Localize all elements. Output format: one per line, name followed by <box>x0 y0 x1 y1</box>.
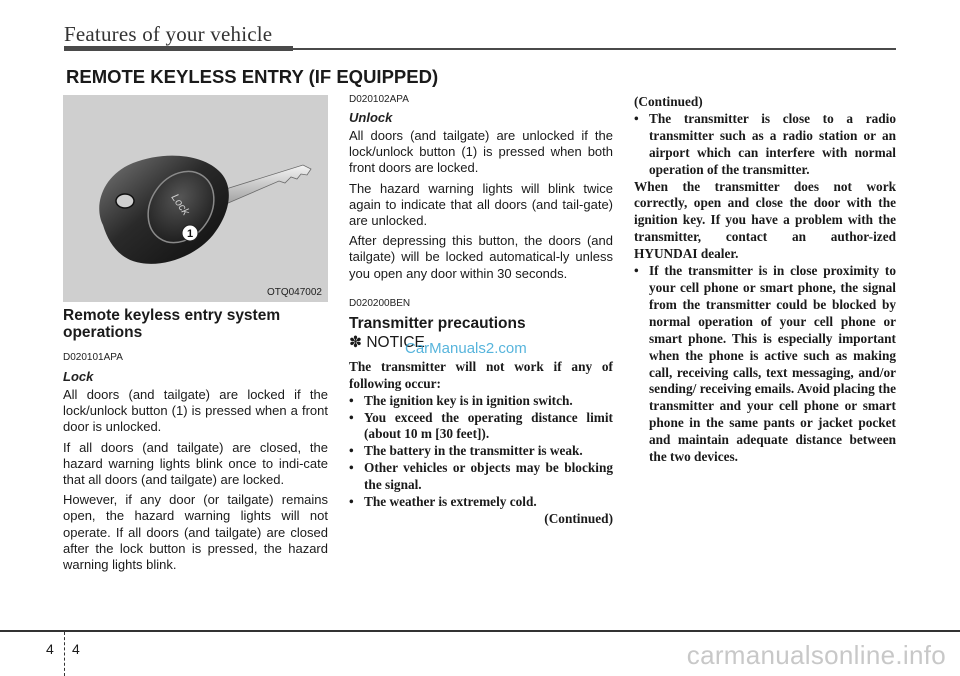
col1-paragraph-2: If all doors (and tailgate) are closed, the hazard warning lights blink once to indi-cate that all doors (and tailgate) are locked. <box>63 439 328 488</box>
col3-continued: (Continued) <box>634 94 703 109</box>
callout-number: 1 <box>186 228 194 240</box>
section-title: REMOTE KEYLESS ENTRY (IF EQUIPPED) <box>66 66 439 87</box>
page-header-title: Features of your vehicle <box>64 22 273 46</box>
col2-heading: Transmitter precautions <box>349 314 526 332</box>
col1-subheading: Lock <box>63 369 94 384</box>
notice-label: NOTICE <box>366 333 425 351</box>
header-rule-thin <box>293 48 896 50</box>
notice-intro: The transmitter will not work if any of following occur: <box>349 358 613 391</box>
column-1 <box>63 307 328 577</box>
page-number: 4 <box>72 641 80 657</box>
notice-bullet-3: • The battery in the transmitter is weak. <box>349 443 583 459</box>
col2-paragraph-1: All doors (and tailgate) are unlocked if the lock/unlock button (1) is pressed when both front doors are locked. <box>349 128 613 176</box>
notice-bullet-2: • You exceed the operating distance limit (about 10 m [30 feet]). <box>349 409 613 442</box>
col3-paragraph: When the transmitter does not work correctly, open and close the door with the ignition key. If you have a problem with the transmitter, contact an author-ized HYUNDAI dealer. <box>634 178 896 262</box>
notice-bullet-4: • Other vehicles or objects may be blocking the signal. <box>349 460 613 493</box>
col1-paragraph-3: However, if any door (or tailgate) remains open, the hazard warning lights will not operate. If all doors (and tailgate) are closed after the lock button is pressed, the hazard warning lights blink. <box>63 492 328 573</box>
footer-rule <box>0 630 960 632</box>
column-2 <box>349 94 613 528</box>
col2-paragraph-2: The hazard warning lights will blink twice again to indicate that all doors (and tail-gate) are unlocked. <box>349 180 613 229</box>
figure-code: OTQ047002 <box>266 287 322 298</box>
notice-bullet-5: • The weather is extremely cold. <box>349 494 537 510</box>
col2-paragraph-3: After depressing this button, the doors (and tailgate) will be locked automatical-ly unless you open any door within 30 seconds. <box>349 233 613 281</box>
col3-bullet-2: • If the transmitter is in close proximity to your cell phone or smart phone, the signal from the transmitter could be blocked by normal operation of your cell phone or smart phone. This is especially important when the phone is active such as making call, receiving calls, text messaging, and/or sending/ receiving emails. Avoid placing the transmitter and your cell phone or smart phone in the same pants or jacket pocket and maintain adequate distance between the two devices. <box>634 263 896 465</box>
key-fob-illustration <box>63 95 328 302</box>
col2-code-1: D020102APA <box>349 94 409 105</box>
header-rule-thick <box>64 46 293 51</box>
col1-heading: Remote keyless entry system operations <box>63 307 281 341</box>
column-3 <box>634 94 896 466</box>
col1-paragraph-1: All doors (and tailgate) are locked if the lock/unlock button (1) is pressed when a front door is unlocked. <box>63 387 328 435</box>
watermark-top: CarManuals2.com <box>405 340 527 357</box>
col2-code-2: D020200BEN <box>349 297 411 309</box>
svg-text:Lock: Lock <box>168 191 192 218</box>
watermark-bottom: carmanualsonline.info <box>686 640 946 670</box>
notice-bullet-1: • The ignition key is in ignition switch. <box>349 392 573 408</box>
col1-code: D020101APA <box>63 352 123 363</box>
notice-star-icon: ✽ <box>349 333 362 351</box>
col3-bullet-1: • The transmitter is close to a radio transmitter such as a radio station or an airport which can interfere with normal operation of the transmitter. <box>634 110 896 177</box>
key-fob-figure <box>63 95 328 302</box>
page-number-section: 4 <box>46 641 54 657</box>
col2-continued: (Continued) <box>544 510 613 526</box>
col2-subheading: Unlock <box>349 110 393 125</box>
footer-divider <box>64 632 65 676</box>
